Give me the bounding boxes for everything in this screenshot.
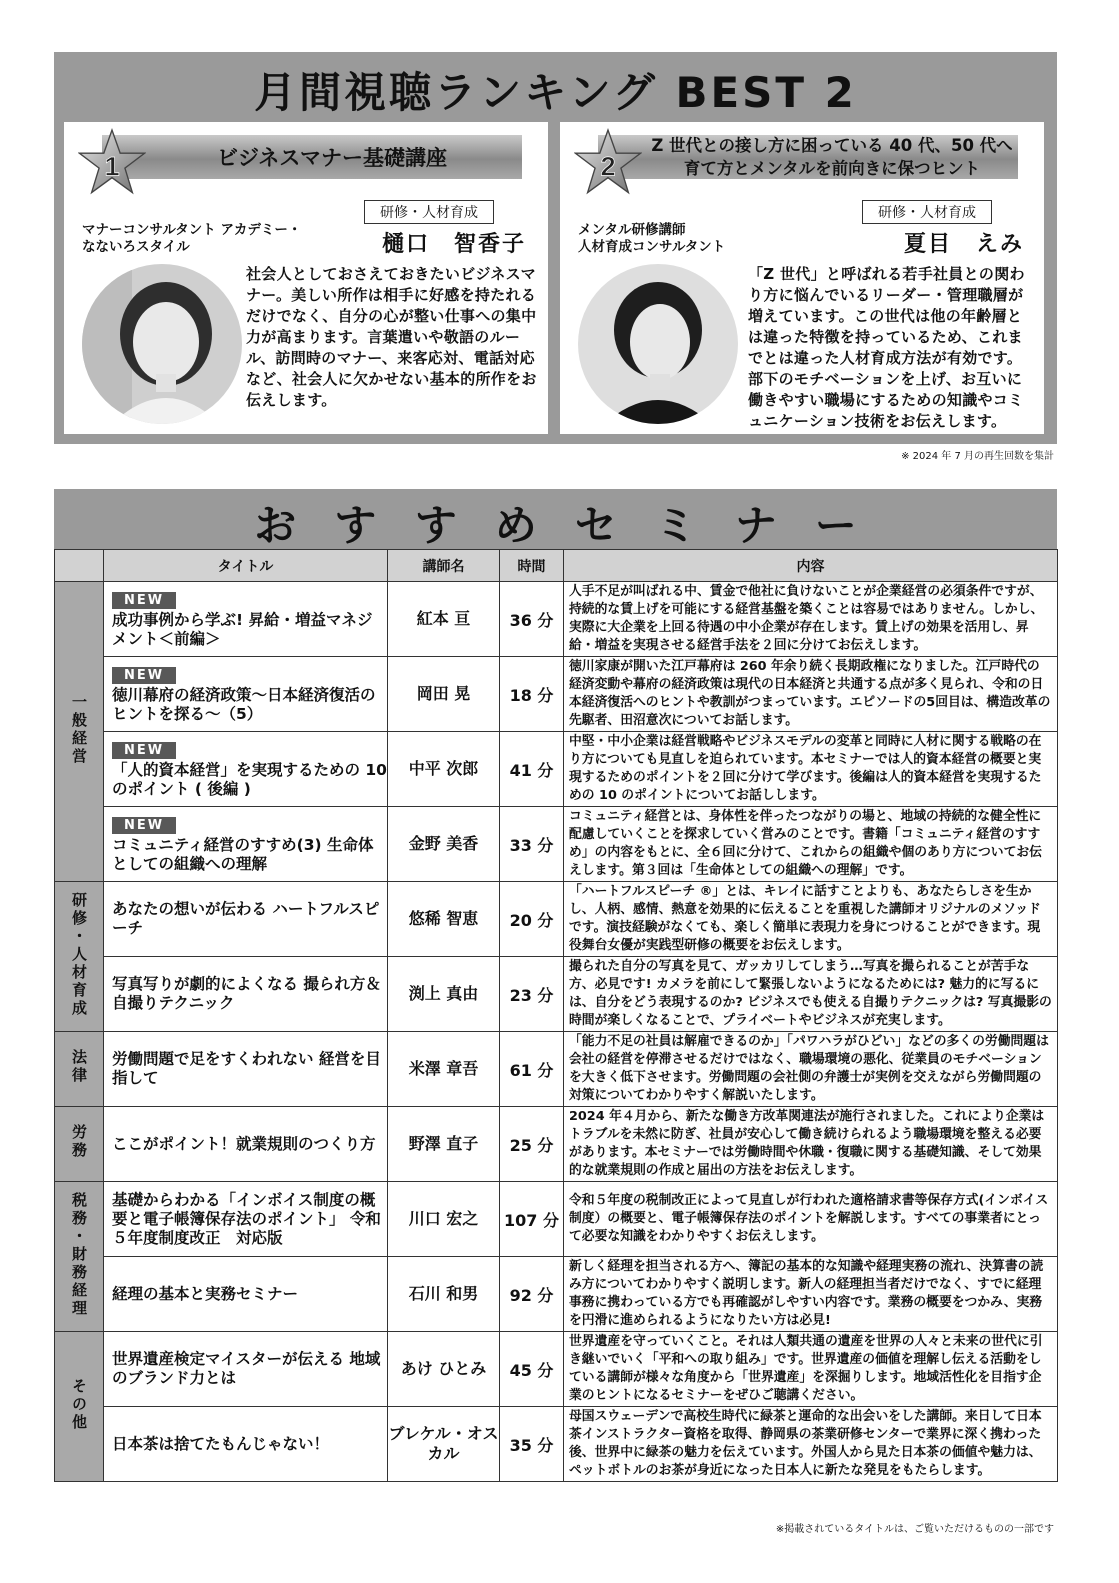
seminar-title-cell[interactable]: 労働問題で足をすくわれない 経営を目指して [104,1032,388,1107]
seminar-name: コミュニティ経営のすすめ(3) 生命体としての組織への理解 [112,835,374,873]
content-cell: 撮られた自分の写真を見て、ガッカリしてしまう…写真を撮られることが苦手な方、必見です! カメラを前にして緊張しないようになるためには? 魅力的に写るには、自分をどう表現するのか? ビジネスでも使える自撮りテクニックは? 写真撮影の時間が楽しくなることで、プライベートやビジネスが充実します。 [564,957,1058,1032]
header-category [55,550,104,582]
category-cell [55,1032,104,1107]
category-label: 研修・人材育成 [70,891,88,1018]
seminar-title-cell[interactable] [104,657,388,732]
table-row[interactable] [55,1407,1058,1482]
lecturer-photo [578,264,738,424]
affiliation-line: メンタル研修講師 [578,222,686,238]
seminar-description: 社会人としておさえておきたいビジネスマナー。美しい所作は相手に好感を持たれるだけでなく、自分の心が整い仕事への集中力が高まります。言葉遣いや敬語のルール、訪問時のマナー、来客応対、電話対応など、社会人に欠かせない基本的所作をお伝えします。 [246,265,537,409]
seminar-name: 徳川幕府の経済政策〜日本経済復活のヒントを探る〜（5） [112,685,376,723]
time-cell: 36 分 [500,582,564,657]
content-cell: 新しく経理を担当される方へ、簿記の基本的な知識や経理実務の流れ、決算書の読み方についてわかりやすく説明します。新人の経理担当者だけでなく、すでに経理事務に携わっている方でも再確認がしやすい内容です。業務の概要をつかみ、実務を円滑に進められるようになりたい方は必見! [564,1257,1058,1332]
category-badge: 研修・人材育成 [862,200,992,224]
header-time: 時間 [500,550,564,582]
seminar-title-cell[interactable] [104,582,388,657]
lecturer-name: 夏目 えみ [904,232,1025,257]
content-cell: 「ハートフルスピーチ ®」とは、キレイに話すことよりも、あなたらしさを生かし、人柄、感情、熱意を効果的に伝えることを重視した講師オリジナルのメソッドです。演技経験がなくても、楽しく簡単に表現力を身につけることができます。現役舞台女優が実践型研修の概要をお伝えします。 [564,882,1058,957]
table-row[interactable] [55,1332,1058,1407]
ranking-card-1[interactable] [64,122,548,434]
content-cell: 人手不足が叫ばれる中、賃金で他社に負けないことが企業経営の必須条件ですが、持続的な賃上げを可能にする経営基盤を築くことは容易ではありません。しかし、実際に大企業を上回る待遇の中小企業が存在します。賃上げの効果を活用し、昇給・増益を実現させる経営手法を２回に分けてお伝えします。 [564,582,1058,657]
lecturer-name: 樋口 智香子 [382,232,527,257]
table-row[interactable] [55,732,1058,807]
lecturer-cell: あけ ひとみ [388,1332,500,1407]
seminar-section-header [54,489,1057,549]
category-cell [55,1332,104,1482]
table-row[interactable] [55,1182,1058,1257]
seminar-note: ※掲載されているタイトルは、ご覧いただけるものの一部です [775,1524,1054,1535]
new-badge: NEW [112,592,176,609]
seminar-title-cell[interactable] [104,732,388,807]
lecturer-affiliation [578,222,725,256]
time-cell: 45 分 [500,1332,564,1407]
content-cell: 令和５年度の税制改正によって見直しが行われた適格請求書等保存方式(インボイス制度）の概要と、電子帳簿保存法のポイントを解説します。すべての事業者にとって必要な知識をわかりやすくお伝えします。 [564,1182,1058,1257]
time-cell: 92 分 [500,1257,564,1332]
affiliation-line: なないろスタイル [82,239,190,255]
affiliation-line: マナーコンサルタント アカデミー・ [82,222,302,238]
lecturer-cell: 川口 宏之 [388,1182,500,1257]
seminar-title: おすすめセミナー [254,501,895,550]
category-cell [55,582,104,882]
seminar-name: 「人的資本経営」を実現するための 10 のポイント ( 後編 ) [112,760,387,798]
table-row[interactable] [55,1107,1058,1182]
category-label: その他 [70,1377,88,1432]
lecturer-cell: ブレケル・オスカル [388,1407,500,1482]
star-rank-icon [78,128,146,196]
seminar-title-cell[interactable]: 経理の基本と実務セミナー [104,1257,388,1332]
lecturer-cell: 石川 和男 [388,1257,500,1332]
time-cell: 20 分 [500,882,564,957]
time-cell: 33 分 [500,807,564,882]
seminar-title-cell[interactable]: あなたの想いが伝わる ハートフルスピーチ [104,882,388,957]
table-row[interactable] [55,657,1058,732]
time-cell: 35 分 [500,1407,564,1482]
category-label: 税務・財務経理 [70,1191,88,1318]
rank-number: 2 [600,150,616,182]
ranking-note: ※ 2024 年 7 月の再生回数を集計 [901,451,1054,462]
lecturer-cell: 米澤 章吾 [388,1032,500,1107]
table-row[interactable] [55,882,1058,957]
content-cell: 中堅・中小企業は経営戦略やビジネスモデルの変革と同時に人材に関する戦略の在り方についても見直しを迫られています。本セミナーでは人的資本経営の概要と実現するためのポイントを２回に分けて学びます。後編は人的資本経営を実現するための 10 のポイントについてお話しします。 [564,732,1058,807]
table-header-row [55,550,1058,582]
ranking-card-2[interactable] [560,122,1044,434]
time-cell: 107 分 [500,1182,564,1257]
seminar-name: 成功事例から学ぶ! 昇給・増益マネジメント＜前編＞ [112,610,373,648]
seminar-title-cell[interactable]: 基礎からわかる「インボイス制度の概要と電子帳簿保存法のポイント」 令和５年度制度改正 対応版 [104,1182,388,1257]
category-cell [55,1107,104,1182]
new-badge: NEW [112,742,176,759]
ranking-seminar-title: Z 世代との接し方に困っている 40 代、50 代へ 育て方とメンタルを前向きに保つヒント [651,136,1013,178]
lecturer-photo [82,264,242,424]
time-cell: 23 分 [500,957,564,1032]
seminar-title-cell[interactable]: 世界遺産検定マイスターが伝える 地域のブランド力とは [104,1332,388,1407]
time-cell: 18 分 [500,657,564,732]
category-label: 一般経営 [70,693,88,766]
ranking-seminar-title: ビジネスマナー基礎講座 [217,146,447,170]
ranking-banner [102,135,522,179]
star-rank-icon [574,128,642,196]
content-cell: 「能力不足の社員は解雇できるのか」「パワハラがひどい」などの多くの労働問題は会社の経営を停滞させるだけではなく、職場環境の悪化、従業員のモチベーションを大きく低下させます。労働問題の会社側の弁護士が実例を交えながら労働問題の対策についてわかりやすく解説いたします。 [564,1032,1058,1107]
seminar-description: 「Z 世代」と呼ばれる若手社員との関わり方に悩んでいるリーダー・管理職層が増えています。この世代は他の年齢層とは違った特徴を持っているため、これまでとは違った人材育成方法が有効です。部下のモチベーションを上げ、お互いに働きやすい職場にするための知識やコミュニケーション技術をお伝えします。 [748,265,1025,430]
category-cell [55,1182,104,1332]
header-content: 内容 [564,550,1058,582]
table-row[interactable] [55,807,1058,882]
category-label: 法律 [70,1049,88,1085]
lecturer-affiliation [82,222,301,256]
time-cell: 25 分 [500,1107,564,1182]
portrait-icon [578,264,738,424]
header-lecturer: 講師名 [388,550,500,582]
content-cell: 世界遺産を守っていくこと。それは人類共通の遺産を世界の人々と未来の世代に引き継いでいく「平和への取り組み」です。世界遺産の価値を理解し伝える活動をしている講師が様々な角度から「世界遺産」を深掘りします。地域活性化を目指す企業のヒントになるセミナーをぜひご聴講ください。 [564,1332,1058,1407]
lecturer-cell: 中平 次郎 [388,732,500,807]
lecturer-cell: 野澤 直子 [388,1107,500,1182]
category-cell [55,882,104,1032]
table-row[interactable] [55,1257,1058,1332]
affiliation-line: 人材育成コンサルタント [578,239,726,255]
portrait-icon [82,264,242,424]
ranking-section [54,52,1057,444]
seminar-title-cell[interactable] [104,807,388,882]
seminar-title-cell[interactable]: 写真写りが劇的によくなる 撮られ方＆自撮りテクニック [104,957,388,1032]
category-badge: 研修・人材育成 [364,200,494,224]
content-cell: 徳川家康が開いた江戸幕府は 260 年余り続く長期政権になりました。江戸時代の経済変動や幕府の経済政策は現代の日本経済と共通する点が多く見られ、令和の日本経済復活へのヒントや教訓がつまっています。エピソードの5回目は、構造改革の先駆者、田沼意次についてお話します。 [564,657,1058,732]
new-badge: NEW [112,817,176,834]
content-cell: 2024 年４月から、新たな働き方改革関連法が施行されました。これにより企業はトラブルを未然に防ぎ、社員が安心して働き続けられるよう職場環境を整える必要があります。本セミナーでは労働時間や休職・復職に関する基礎知識、そして効果的な就業規則の作成と届出の方法をお伝えします。 [564,1107,1058,1182]
lecturer-cell: 悠稀 智恵 [388,882,500,957]
seminar-title-cell[interactable]: ここがポイント！就業規則のつくり方 [104,1107,388,1182]
ranking-banner [598,135,1018,179]
content-cell: コミュニティ経営とは、身体性を伴ったつながりの場と、地域の持続的な健全性に配慮していくことを探求していく営みのことです。書籍「コミュニティ経営のすすめ」の内容をもとに、全６回に分けて、これからの組織や個のあり方についてお伝えします。第３回は「生命体としての組織への理解」です。 [564,807,1058,882]
header-title: タイトル [104,550,388,582]
ranking-title: 月間視聴ランキング BEST 2 [254,68,857,117]
category-label: 労務 [70,1124,88,1160]
table-row[interactable] [55,1032,1058,1107]
content-cell: 母国スウェーデンで高校生時代に緑茶と運命的な出会いをした講師。来日して日本茶インストラクター資格を取得、静岡県の茶業研修センターで業界に深く携わった後、世界中に緑茶の魅力を伝えています。外国人から見た日本茶の価値や魅力は、ペットボトルのお茶が身近になった日本人に新たな発見をもたらします。 [564,1407,1058,1482]
lecturer-cell: 金野 美香 [388,807,500,882]
table-row[interactable] [55,582,1058,657]
lecturer-cell: 紅本 亘 [388,582,500,657]
rank-number: 1 [104,150,120,182]
seminar-title-cell[interactable]: 日本茶は捨てたもんじゃない！ [104,1407,388,1482]
lecturer-cell: 渕上 真由 [388,957,500,1032]
lecturer-cell: 岡田 晃 [388,657,500,732]
table-row[interactable] [55,957,1058,1032]
new-badge: NEW [112,667,176,684]
seminar-table [54,549,1058,1482]
time-cell: 41 分 [500,732,564,807]
time-cell: 61 分 [500,1032,564,1107]
